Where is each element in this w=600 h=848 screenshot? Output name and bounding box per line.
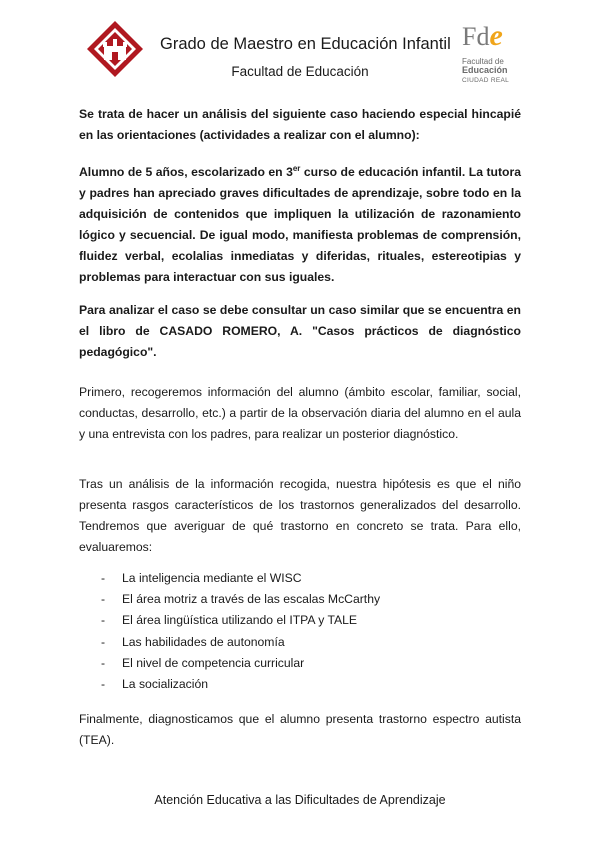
list-item-text: El nivel de competencia curricular <box>122 655 305 670</box>
list-item <box>101 589 380 610</box>
fde-logo-line3: CIUDAD REAL <box>462 77 510 84</box>
first-paragraph: Primero, recogeremos información del alumno (ámbito escolar, familiar, social, conductas, desarrollo, etc.) a partir de la observación diaria del alumno en el aula y una entrevista con los padres, para realizar un posterior diagnóstico. <box>79 385 521 441</box>
consult-paragraph: Para analizar el caso se debe consultar un caso similar que se encuentra en el libro de CASADO ROMERO, A. "Casos prácticos de diagnóstico pedagógico". <box>79 303 521 359</box>
case-superscript: er <box>292 163 301 173</box>
list-dash: - <box>101 655 106 670</box>
header-subtitle: Facultad de Educación <box>231 64 369 79</box>
list-item <box>101 568 380 589</box>
final-paragraph: Finalmente, diagnosticamos que el alumno presenta trastorno espectro autista (TEA). <box>79 712 521 747</box>
fde-logo <box>462 19 542 92</box>
list-item-text: El área lingüística utilizando el ITPA y TALE <box>122 613 358 628</box>
intro-paragraph: Se trata de hacer un análisis del siguiente caso haciendo especial hincapié en las orientaciones (actividades a realizar con el alumno): <box>79 107 521 142</box>
list-dash: - <box>101 676 106 691</box>
list-item-text: El área motriz a través de las escalas McCarthy <box>122 592 381 607</box>
analysis-paragraph: Tras un análisis de la información recogida, nuestra hipótesis es que el niño presenta rasgos característicos de los trastornos generalizados del desarrollo. Tendremos que averiguar de qué trastorno en concreto se trata. Para ello, evaluaremos: <box>79 477 521 554</box>
fde-logo-mark <box>462 19 503 52</box>
case-text-part2: curso de educación infantil. La tutora y padres han apreciado graves dificultades de aprendizaje, sobre todo en la adquisición de contenidos que impliquen la utilización de razonamiento lógico y secuencial. De igual modo, manifiesta problemas de comprensión, fluidez verbal, ecolalias inmediatas y diferidas, rituales, estereotipias y problemas para interactuar con sus iguales. <box>79 165 521 284</box>
list-dash: - <box>101 634 106 649</box>
case-paragraph <box>79 162 521 288</box>
list-item <box>101 632 380 653</box>
list-dash: - <box>101 592 106 607</box>
list-dash: - <box>101 613 106 628</box>
evaluation-list <box>101 568 380 695</box>
case-text-part1: Alumno de 5 años, escolarizado en 3 <box>79 165 293 179</box>
list-item-text: La inteligencia mediante el WISC <box>122 571 302 585</box>
list-item-text: Las habilidades de autonomía <box>122 634 285 649</box>
fde-mark-fd: Fd <box>462 22 490 51</box>
header-title: Grado de Maestro en Educación Infantil <box>160 35 451 53</box>
fde-logo-line1: Facultad de <box>462 57 504 66</box>
list-item <box>101 674 380 695</box>
fde-mark-e: e <box>489 19 503 52</box>
list-item-text: La socialización <box>122 676 209 691</box>
list-item <box>101 653 380 674</box>
list-dash: - <box>101 571 106 585</box>
list-item <box>101 610 380 631</box>
fde-logo-line2: Educación <box>462 65 508 75</box>
page-footer: Atención Educativa a las Dificultades de Aprendizaje <box>154 793 446 807</box>
